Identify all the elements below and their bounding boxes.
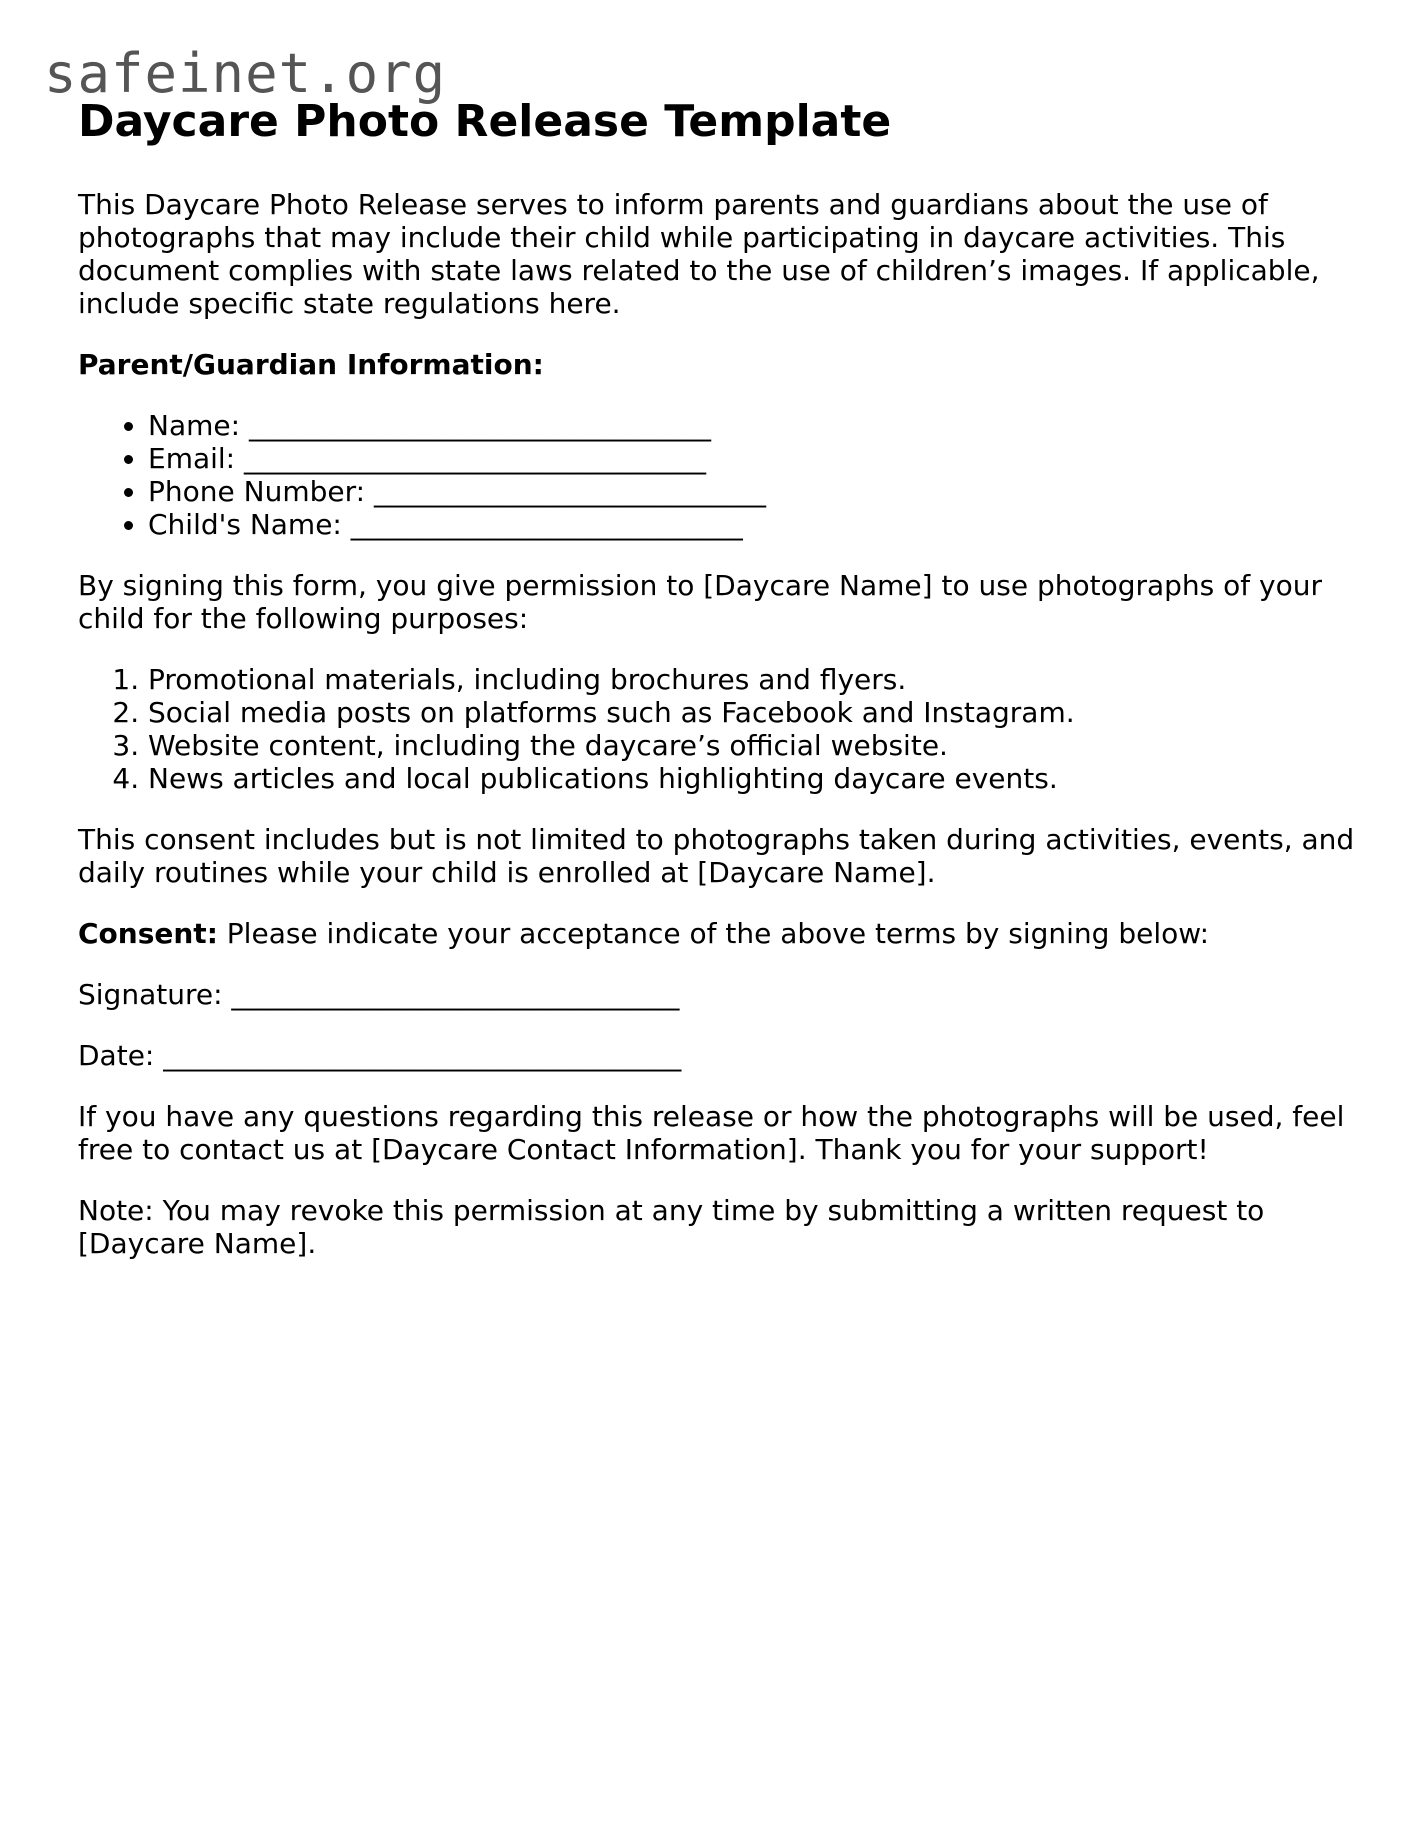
field-label: Name: xyxy=(148,409,241,442)
watermark-logo: safeinet.org xyxy=(44,42,447,105)
purpose-item: 1. Promotional materials, including brochures and flyers. xyxy=(148,663,1358,696)
guardian-name-field xyxy=(148,409,1358,442)
guardian-phone-field xyxy=(148,475,1358,508)
note-paragraph: Note: You may revoke this permission at any time by submitting a written request to [Daycare Name]. xyxy=(78,1194,1265,1260)
child-name-field xyxy=(148,508,1358,541)
scope-paragraph: This consent includes but is not limited to photographs taken during activities, events, and daily routines while your child is enrolled at [Daycare Name]. xyxy=(78,823,1355,889)
purpose-item: 4. News articles and local publications highlighting daycare events. xyxy=(148,762,1358,795)
field-blank-line: ____________________________ xyxy=(373,475,766,508)
signature-blank-line: ________________________________ xyxy=(231,978,680,1011)
field-label: Phone Number: xyxy=(148,475,366,508)
signature-label: Signature: xyxy=(78,978,223,1011)
purpose-item: 3. Website content, including the daycare’s official website. xyxy=(148,729,1358,762)
field-label: Email: xyxy=(148,442,236,475)
field-blank-line: ____________________________ xyxy=(350,508,743,541)
guardian-info-heading: Parent/Guardian Information: xyxy=(78,348,544,381)
intro-paragraph: This Daycare Photo Release serves to inform parents and guardians about the use of photographs that may include their child while participating in daycare activities. This document complies with state laws related to the use of children’s images. If applicable, include specific state regulations here. xyxy=(78,188,1320,320)
purpose-item: 2. Social media posts on platforms such as Facebook and Instagram. xyxy=(148,696,1358,729)
permission-paragraph: By signing this form, you give permission to [Daycare Name] to use photographs of your child for the following purposes: xyxy=(78,569,1323,635)
purposes-list xyxy=(78,663,1358,795)
page-title: Daycare Photo Release Template xyxy=(78,96,892,147)
field-label: Child's Name: xyxy=(148,508,342,541)
document-body xyxy=(78,94,1358,1288)
signature-line xyxy=(78,978,1358,1011)
date-blank-line: _____________________________________ xyxy=(163,1039,682,1072)
field-blank-line: _________________________________ xyxy=(244,442,707,475)
date-label: Date: xyxy=(78,1039,155,1072)
consent-label: Consent: xyxy=(78,917,218,950)
date-line xyxy=(78,1039,1358,1072)
consent-paragraph xyxy=(78,917,1358,950)
questions-paragraph: If you have any questions regarding this release or how the photographs will be used, feel free to contact us at [Daycare Contact Information]. Thank you for your support! xyxy=(78,1100,1345,1166)
consent-text: Please indicate your acceptance of the above terms by signing below: xyxy=(226,917,1210,950)
guardian-fields-list xyxy=(78,409,1358,541)
field-blank-line: _________________________________ xyxy=(248,409,711,442)
guardian-email-field xyxy=(148,442,1358,475)
